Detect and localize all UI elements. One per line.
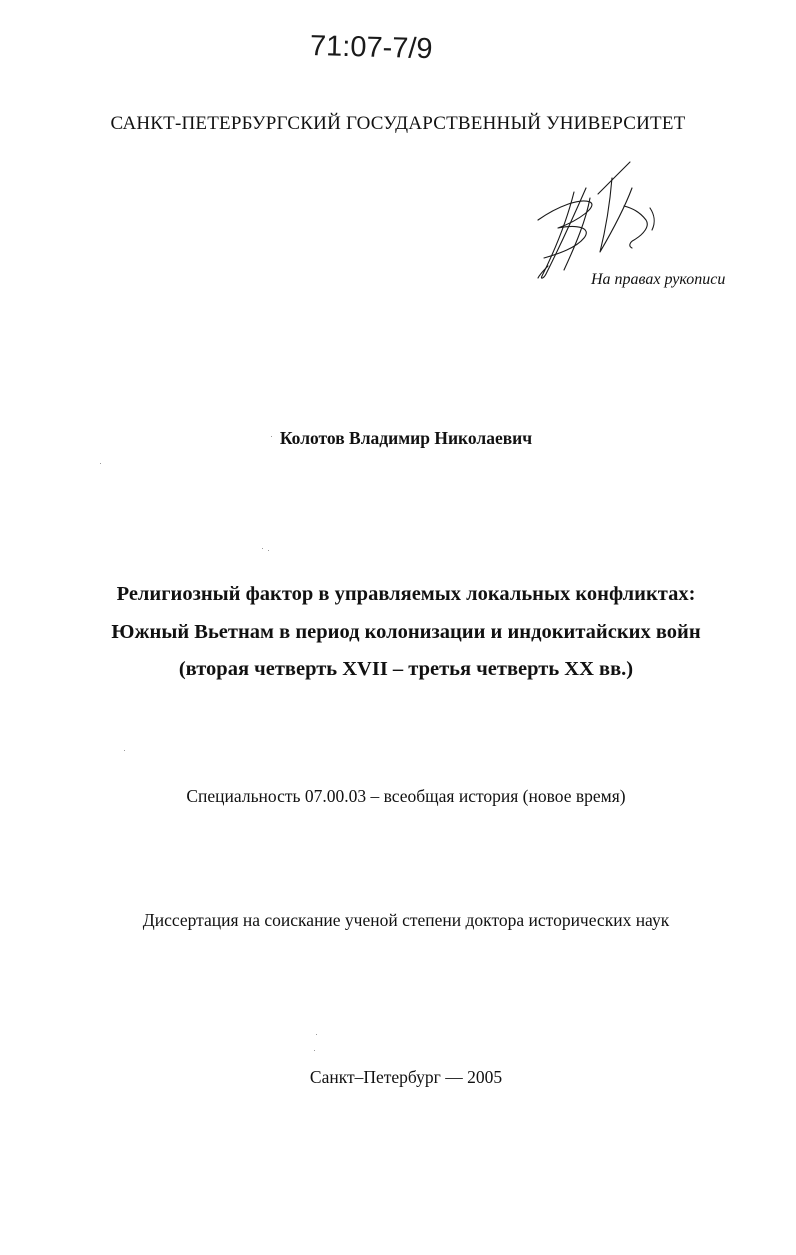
title-line-3: (вторая четверть XVII – третья четверть XX вв.) xyxy=(178,658,634,680)
author-name: Колотов Владимир Николаевич xyxy=(279,428,533,448)
city-year: Санкт–Петербург — 2005 xyxy=(309,1067,503,1087)
scan-speck xyxy=(100,463,101,464)
scan-speck xyxy=(271,436,272,437)
scan-speck xyxy=(124,750,125,751)
signature-icon xyxy=(528,158,668,286)
catalog-number: 71:07-7/9 xyxy=(309,30,433,66)
degree-statement: Диссертация на соискание ученой степени доктора исторических наук xyxy=(142,910,670,930)
university-name: САНКТ-ПЕТЕРБУРГСКИЙ ГОСУДАРСТВЕННЫЙ УНИВЕРСИТЕТ xyxy=(110,113,686,134)
scan-speck xyxy=(316,1034,317,1035)
manuscript-note: На правах рукописи xyxy=(591,271,726,288)
specialty: Специальность 07.00.03 – всеобщая история (новое время) xyxy=(186,786,626,806)
title-line-2: Южный Вьетнам в период колонизации и индокитайских войн xyxy=(111,621,701,643)
scan-speck xyxy=(262,548,263,549)
scan-speck xyxy=(268,550,269,551)
title-line-1: Религиозный фактор в управляемых локальных конфликтах: xyxy=(116,583,696,605)
scan-speck xyxy=(314,1050,315,1051)
